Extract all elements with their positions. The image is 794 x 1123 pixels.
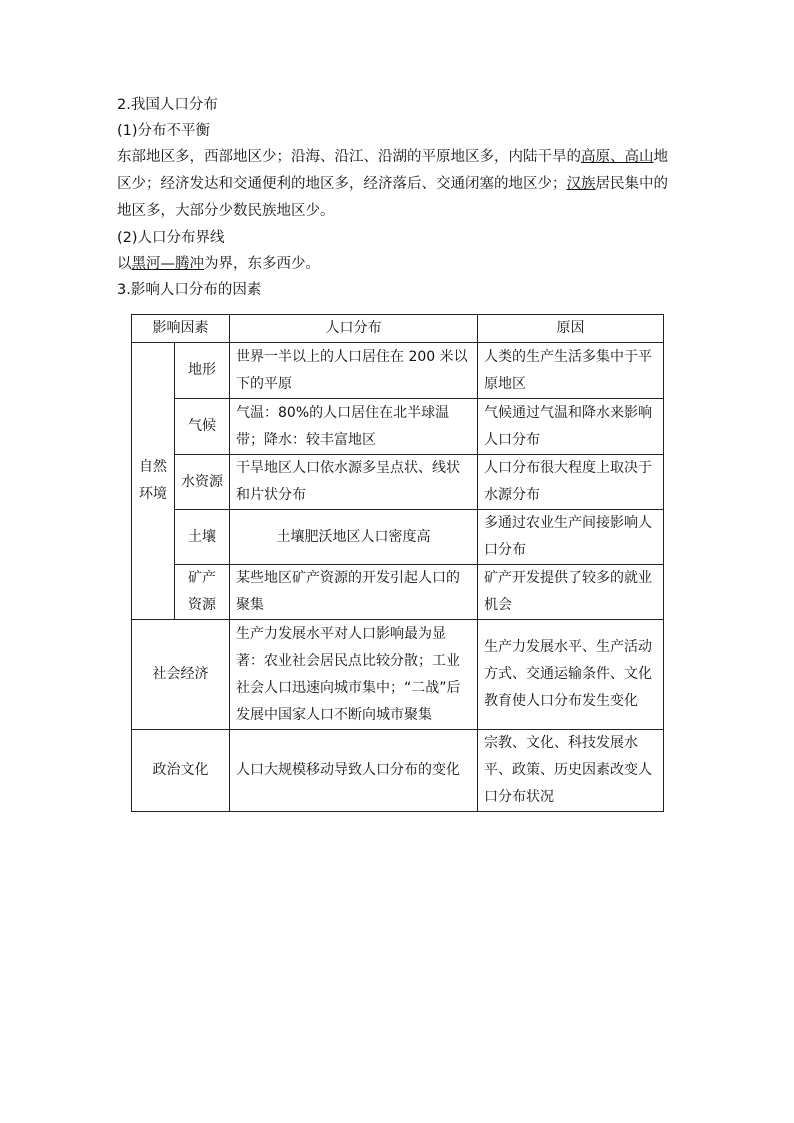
- reason-cell: 矿产开发提供了较多的就业机会: [478, 565, 664, 620]
- category-label: 自然环境: [138, 459, 167, 502]
- underlined-text: 汉族: [566, 176, 596, 192]
- distribution-cell: 某些地区矿产资源的开发引起人口的聚集: [230, 565, 478, 620]
- text-run: 为界，东多西少。: [204, 256, 320, 272]
- distribution-cell: 人口大规模移动导致人口分布的变化: [230, 730, 478, 812]
- text-run: 地区少；经济发达和交通便利的地区多，经济落后、交通闭塞的地区少；: [117, 149, 668, 192]
- table-header-distribution: 人口分布: [230, 315, 478, 343]
- text-run: 以: [117, 256, 132, 272]
- reason-cell: 气候通过气温和降水来影响人口分布: [478, 399, 664, 455]
- text-run: 居民集中的地区多，大部分少数民族地区少。: [117, 176, 668, 219]
- table-row: [132, 730, 664, 812]
- factor-cell: 地形: [175, 343, 230, 399]
- factor-label: 矿产资源: [187, 570, 216, 613]
- paragraph-boundary-line: [117, 251, 677, 277]
- factor-cell: 气候: [175, 399, 230, 455]
- subheading-uneven-distribution: (1)分布不平衡: [117, 123, 211, 139]
- paragraph-uneven-distribution: [117, 144, 677, 225]
- section-heading-factors: 3.影响人口分布的因素: [117, 282, 262, 298]
- table-row: [132, 620, 664, 730]
- distribution-cell: 世界一半以上的人口居住在 200 米以下的平原: [230, 343, 478, 399]
- reason-cell: 宗教、文化、科技发展水平、政策、历史因素改变人口分布状况: [478, 730, 664, 812]
- table-header-factor: 影响因素: [132, 315, 230, 343]
- underlined-text: 黑河—腾冲: [131, 256, 204, 272]
- table-row: [132, 343, 664, 399]
- reason-cell: 人口分布很大程度上取决于水源分布: [478, 455, 664, 510]
- underlined-text: 高原、高山: [581, 149, 654, 165]
- distribution-cell: 生产力发展水平对人口影响最为显著：农业社会居民点比较分散；工业社会人口迅速向城市集中；“二战”后发展中国家人口不断向城市聚集: [230, 620, 478, 730]
- category-political-culture: 政治文化: [132, 730, 230, 812]
- reason-cell: 多通过农业生产间接影响人口分布: [478, 510, 664, 565]
- section-heading-population-distribution: 2.我国人口分布: [117, 97, 218, 113]
- document-body: [117, 92, 677, 303]
- text-run: 东部地区多，西部地区少；沿海、沿江、沿湖的平原地区多，内陆干旱的: [117, 149, 581, 165]
- subheading-boundary-line: (2)人口分布界线: [117, 230, 225, 246]
- factor-cell: 土壤: [175, 510, 230, 565]
- factor-cell: 水资源: [175, 455, 230, 510]
- table-header-reason: 原因: [478, 315, 664, 343]
- factors-table: [131, 314, 664, 812]
- table-row: [132, 565, 664, 620]
- table-header-row: [132, 315, 664, 343]
- table-row: [132, 510, 664, 565]
- factor-cell: [175, 565, 230, 620]
- reason-cell: 人类的生产生活多集中于平原地区: [478, 343, 664, 399]
- distribution-cell: 土壤肥沃地区人口密度高: [230, 510, 478, 565]
- category-natural-environment: [132, 343, 175, 620]
- distribution-cell: 气温：80%的人口居住在北半球温带；降水：较丰富地区: [230, 399, 478, 455]
- category-social-economy: 社会经济: [132, 620, 230, 730]
- distribution-cell: 干旱地区人口依水源多呈点状、线状和片状分布: [230, 455, 478, 510]
- table-row: [132, 399, 664, 455]
- reason-cell: 生产力发展水平、生产活动方式、交通运输条件、文化教育使人口分布发生变化: [478, 620, 664, 730]
- table-row: [132, 455, 664, 510]
